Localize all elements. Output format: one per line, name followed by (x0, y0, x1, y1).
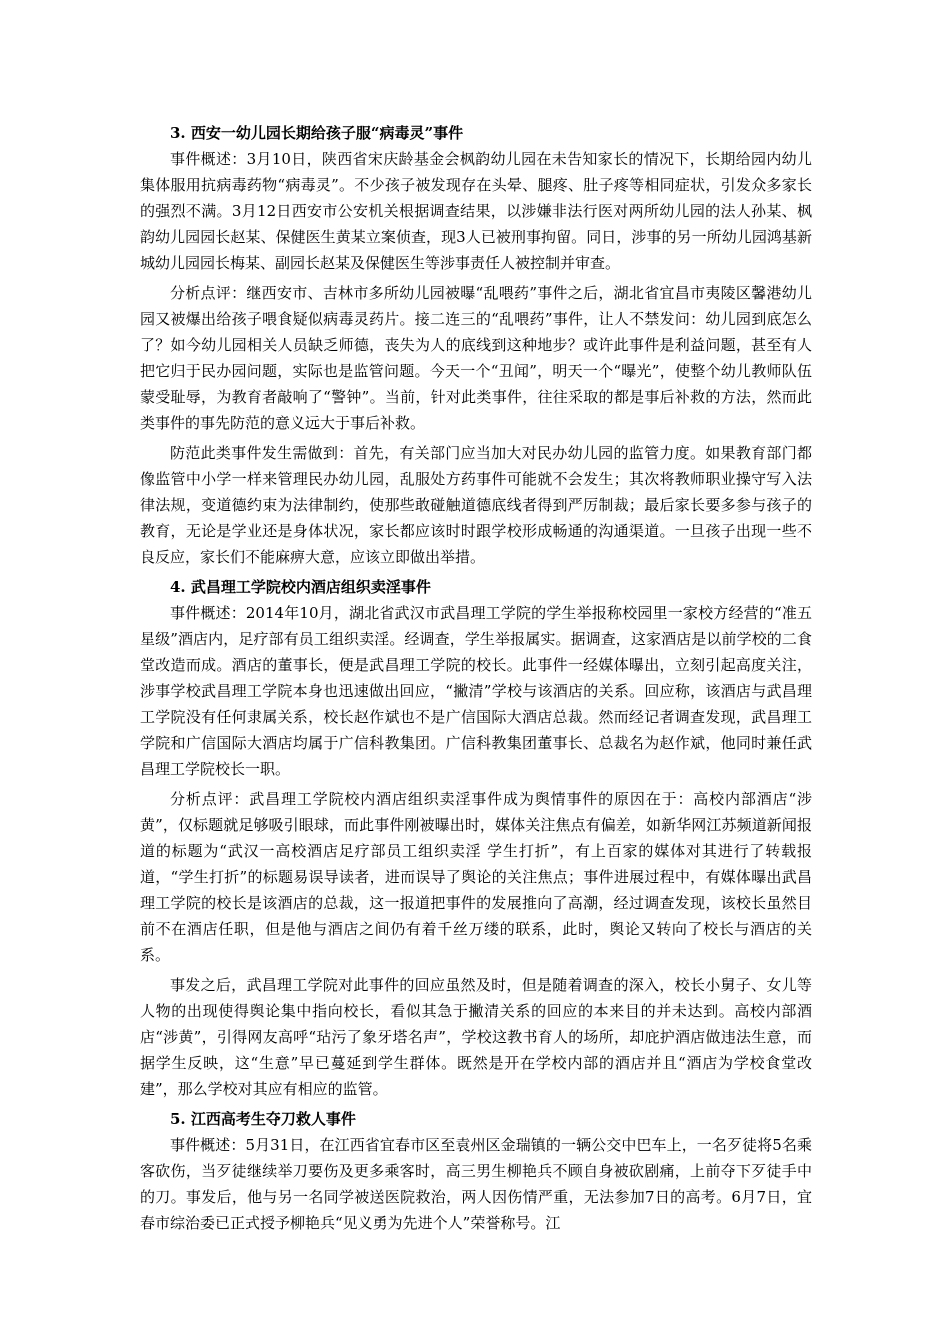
section-5 (140, 1106, 812, 1236)
follow-up-paragraph: 事发之后，武昌理工学院对此事件的回应虽然及时，但是随着调查的深入，校长小舅子、女儿等人物的出现使得舆论集中指向校长，看似其急于撇清关系的回应的本来目的并未达到。高校内部酒店“涉黄”，引得网友高呼“玷污了象牙塔名声”，学校这教书育人的场所，却庇护酒店做违法生意，而据学生反映，这“生意”早已蔓延到学生群体。既然是开在学校内部的酒店并且“酒店为学校食堂改建”，那么学校对其应有相应的监管。 (140, 976, 812, 1098)
event-summary-paragraph: 事件概述：3月10日，陕西省宋庆龄基金会枫韵幼儿园在未告知家长的情况下，长期给园内幼儿集体服用抗病毒药物“病毒灵”。不少孩子被发现存在头晕、腿疼、肚子疼等相同症状，引发众多家长的强烈不满。3月12日西安市公安机关根据调查结果，以涉嫌非法行医对两所幼儿园的法人孙某、枫韵幼儿园园长赵某、保健医生黄某立案侦查，现3人已被刑事拘留。同日，涉事的另一所幼儿园鸿基新城幼儿园园长梅某、副园长赵某及保健医生等涉事责任人被控制并审查。 (140, 150, 812, 272)
section-4 (140, 574, 812, 1102)
event-summary-paragraph: 事件概述：2014年10月，湖北省武汉市武昌理工学院的学生举报称校园里一家校方经营的“准五星级”酒店内，足疗部有员工组织卖淫。经调查，学生举报属实。据调查，这家酒店是以前学校的二食堂改造而成。酒店的董事长，便是武昌理工学院的校长。此事件一经媒体曝出，立刻引起高度关注，涉事学校武昌理工学院本身也迅速做出回应，“撇清”学校与该酒店的关系。回应称，该酒店与武昌理工学院没有任何隶属关系，校长赵作斌也不是广信国际大酒店总裁。然而经记者调查发现，武昌理工学院和广信国际大酒店均属于广信科教集团。广信科教集团董事长、总裁名为赵作斌，他同时兼任武昌理工学院校长一职。 (140, 604, 812, 778)
analysis-paragraph: 分析点评：武昌理工学院校内酒店组织卖淫事件成为舆情事件的原因在于：高校内部酒店“涉黄”，仅标题就足够吸引眼球，而此事件刚被曝出时，媒体关注焦点有偏差，如新华网江苏频道新闻报道的标题为“武汉一高校酒店足疗部员工组织卖淫 学生打折”，有上百家的媒体对其进行了转载报道，“学生打折”的标题易误导读者，进而误导了舆论的关注焦点；事件进展过程中，有媒体曝出武昌理工学院的校长是该酒店的总裁，这一报道把事件的发展推向了高潮，经过调查发现，该校长虽然目前不在酒店任职，但是他与酒店之间仍有着千丝万缕的联系，此时，舆论又转向了校长与酒店的关系。 (140, 790, 812, 964)
prevention-paragraph: 防范此类事件发生需做到：首先，有关部门应当加大对民办幼儿园的监管力度。如果教育部门都像监管中小学一样来管理民办幼儿园，乱服处方药事件可能就不会发生；其次将教师职业操守写入法律法规，变道德约束为法律制约，使那些敢碰触道德底线者得到严厉制裁；最后家长要多参与孩子的教育，无论是学业还是身体状况，家长都应该时时跟学校形成畅通的沟通渠道。一旦孩子出现一些不良反应，家长们不能麻痹大意，应该立即做出举措。 (140, 444, 812, 566)
section-3 (140, 120, 812, 570)
section-heading: 4. 武昌理工学院校内酒店组织卖淫事件 (170, 578, 431, 596)
section-heading: 5. 江西高考生夺刀救人事件 (170, 1110, 356, 1128)
event-summary-paragraph: 事件概述：5月31日，在江西省宜春市区至袁州区金瑞镇的一辆公交中巴车上，一名歹徒将5名乘客砍伤，当歹徒继续举刀要伤及更多乘客时，高三男生柳艳兵不顾自身被砍剧痛，上前夺下歹徒手中的刀。事发后，他与另一名同学被送医院救治，两人因伤情严重，无法参加7日的高考。6月7日，宜春市综治委已正式授予柳艳兵“见义勇为先进个人”荣誉称号。江 (140, 1136, 812, 1232)
document-body (140, 120, 812, 1240)
analysis-paragraph: 分析点评：继西安市、吉林市多所幼儿园被曝“乱喂药”事件之后，湖北省宜昌市夷陵区馨港幼儿园又被爆出给孩子喂食疑似病毒灵药片。接二连三的“乱喂药”事件，让人不禁发问：幼儿园到底怎么了？如今幼儿园相关人员缺乏师德，丧失为人的底线到这种地步？或许此事件是利益问题，甚至有人把它归于民办园问题，实际也是监管问题。今天一个“丑闻”，明天一个“曝光”，使整个幼儿教师队伍蒙受耻辱，为教育者敲响了“警钟”。当前，针对此类事件，往往采取的都是事后补救的方法，然而此类事件的事先防范的意义远大于事后补救。 (140, 284, 812, 432)
section-heading: 3. 西安一幼儿园长期给孩子服“病毒灵”事件 (170, 124, 464, 142)
